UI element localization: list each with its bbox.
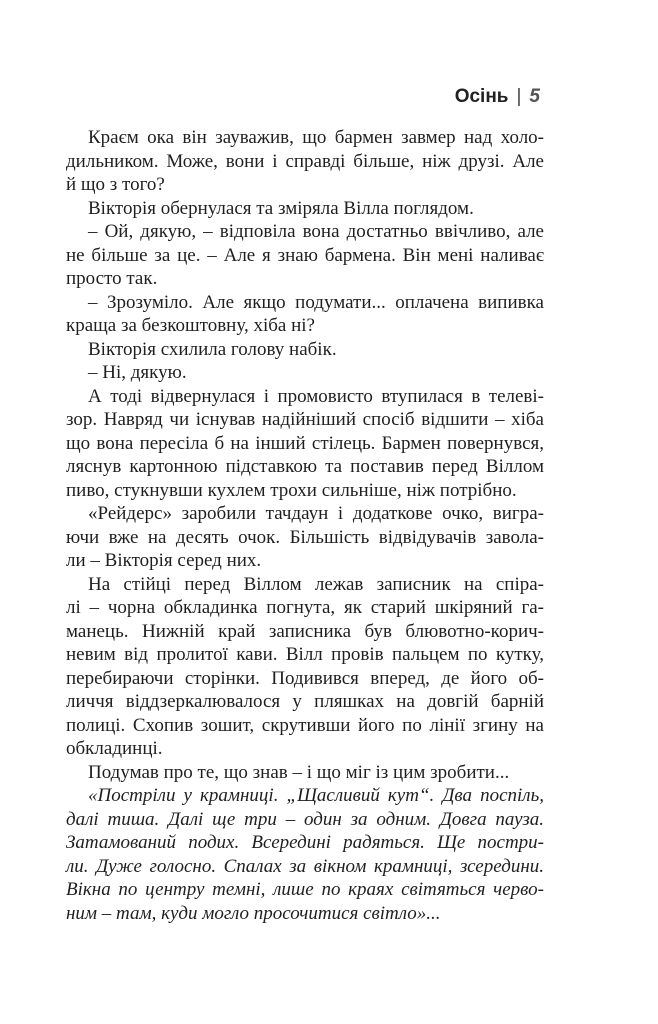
paragraph (66, 784, 544, 925)
text-line: перебираючи сторінки. Подивився вперед, де його об- (66, 667, 544, 689)
text-line: – Зрозуміло. Але якщо подумати... оплачена випивка (88, 291, 544, 313)
text-line: манець. Нижній край записника був блювотно-корич- (66, 620, 544, 642)
text-line: просто так. (66, 268, 158, 289)
text-line: зор. Навряд чи існував надійніший спосіб відшити – хіба (66, 409, 544, 430)
text-line: – Ой, дякую, – відповіла вона достатньо ввічливо, але (88, 221, 544, 242)
text-line: пиво, стукнувши кухлем трохи сильніше, ніж потрібно. (66, 479, 517, 501)
text-line: «Рейдерс» заробили тачдаун і додаткове очко, вигра- (88, 503, 544, 524)
paragraph (66, 126, 544, 197)
text-line: На стійці перед Віллом лежав записник на спіра- (88, 573, 544, 595)
text-line: обкладинці. (66, 738, 163, 759)
text-line: невим від пролитої кави. Вілл провів пальцем по кутку, (66, 644, 544, 665)
text-line: далі тиша. Далі ще три – один за одним. Довга пауза. (66, 808, 544, 830)
text-line: Затамований подих. Всередині радяться. Ще постри- (66, 832, 544, 853)
paragraph (66, 385, 544, 503)
text-line: краща за безкоштовну, хіба ні? (66, 315, 315, 336)
text-line: полиці. Схопив зошит, скрутивши його по лінії згину на (66, 714, 544, 736)
paragraph (66, 197, 544, 221)
text-line: личчя віддзеркалювалося у пляшках на довгій барній (66, 691, 544, 712)
text-line: Вікторія обернулася та зміряла Вілла поглядом. (88, 197, 474, 219)
paragraph (66, 573, 544, 761)
text-line: не більше за це. – Але я знаю бармена. Він мені наливає (66, 244, 544, 266)
text-line: дильником. Може, вони і справді більше, ніж друзі. Але (66, 150, 544, 172)
text-line: ючи вже на десять очок. Більшість відвідувачів завола- (66, 526, 544, 548)
text-line: Подумав про те, що знав – і що міг із цим зробити... (88, 761, 510, 783)
text-line: – Ні, дякую. (88, 362, 187, 383)
paragraph (66, 502, 544, 573)
text-line: А тоді відвернулася і промовисто втупилася в телеві- (88, 385, 544, 407)
text-line: «Постріли у крамниці. „Щасливий кут“. Два поспіль, (88, 785, 544, 806)
text-line: й що з того? (66, 174, 165, 195)
section-title: Осінь (454, 86, 509, 107)
text-line: що вона пересіла б на інший стілець. Бармен повернувся, (66, 432, 544, 454)
text-line: лі – чорна обкладинка погнута, як старий шкіряний га- (66, 597, 544, 618)
header-separator: | (516, 86, 522, 107)
paragraph (66, 338, 544, 362)
page-number: 5 (529, 86, 540, 107)
text-line: ним – там, куди могло просочитися світло»... (66, 902, 441, 924)
paragraph (66, 761, 544, 785)
running-header (455, 86, 540, 108)
paragraph (66, 361, 544, 385)
text-line: Краєм ока він зауважив, що бармен завмер над холо- (88, 127, 544, 148)
text-line: Вікна по центру темні, лише по краях світяться черво- (66, 879, 544, 900)
text-line: ли – Вікторія серед них. (66, 550, 262, 571)
body-text (66, 126, 544, 925)
paragraph (66, 291, 544, 338)
text-line: ли. Дуже голосно. Спалах за вікном крамниці, зсередини. (66, 855, 544, 877)
paragraph (66, 220, 544, 291)
text-line: Вікторія схилила голову набік. (88, 338, 337, 360)
text-line: ляснув картонною підставкою та поставив перед Віллом (66, 456, 544, 477)
